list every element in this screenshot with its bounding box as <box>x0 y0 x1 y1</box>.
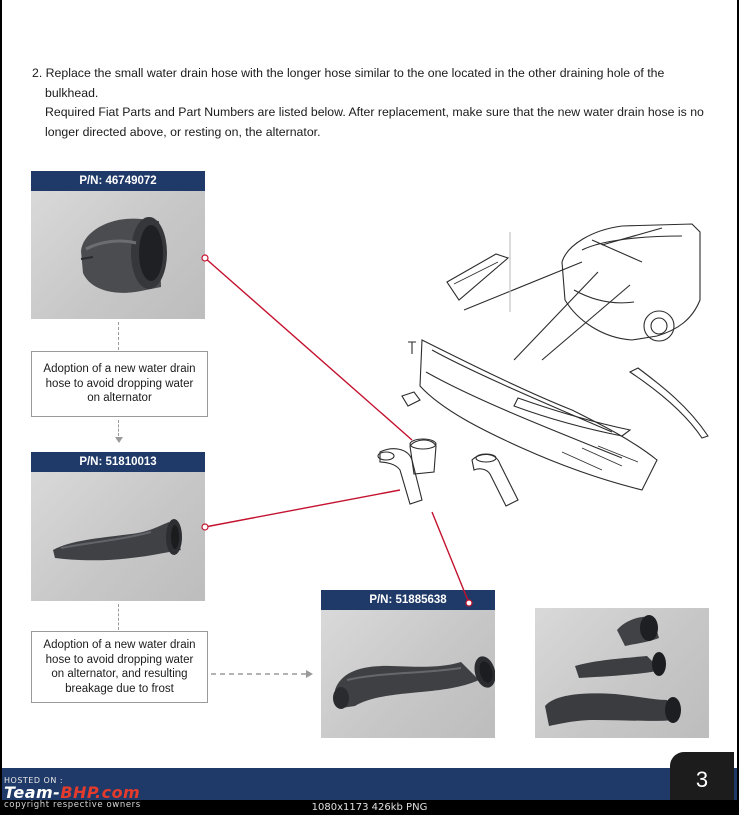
part-number-header-1: P/N: 46749072 <box>31 171 205 191</box>
instruction-text <box>32 64 712 142</box>
hose-elbow-photo <box>31 191 205 319</box>
hose-long-photo <box>321 610 495 738</box>
hose-short-curved-photo <box>31 472 205 601</box>
connector-dashed-2 <box>118 420 119 436</box>
connector-dashed-1 <box>118 322 119 350</box>
arrow-down-icon <box>115 437 123 443</box>
watermark-hosted: HOSTED ON : <box>4 776 64 785</box>
page-number: 3 <box>670 752 734 800</box>
caption-box-1: Adoption of a new water drain hose to avoid dropping water on alternator <box>31 351 208 417</box>
document-page <box>2 0 737 800</box>
caption-box-2: Adoption of a new water drain hose to avoid dropping water on alternator, and resulting breakage due to frost <box>31 631 208 703</box>
watermark-brand-main: Team- <box>4 783 61 802</box>
file-info: 1080x1173 426kb PNG <box>311 802 428 813</box>
hoses-comparison-photo <box>535 608 709 738</box>
connector-dashed-3 <box>118 604 119 630</box>
part-number-header-2: P/N: 51810013 <box>31 452 205 472</box>
watermark-copyright: copyright respective owners <box>4 800 141 810</box>
instruction-note: Required Fiat Parts and Part Numbers are listed below. After replacement, make sure that the new water drain hose is no longer directed above, or resting on, the alternator. <box>45 105 704 139</box>
watermark-brand-accent: BHP.com <box>60 783 141 802</box>
callout-line-1 <box>205 258 412 440</box>
part-number-header-3: P/N: 51885638 <box>321 590 495 610</box>
callout-line-2 <box>205 490 400 527</box>
instruction-step-2: 2. Replace the small water drain hose with the longer hose similar to the one located in the other draining hole of the bulkhead. <box>32 66 665 100</box>
